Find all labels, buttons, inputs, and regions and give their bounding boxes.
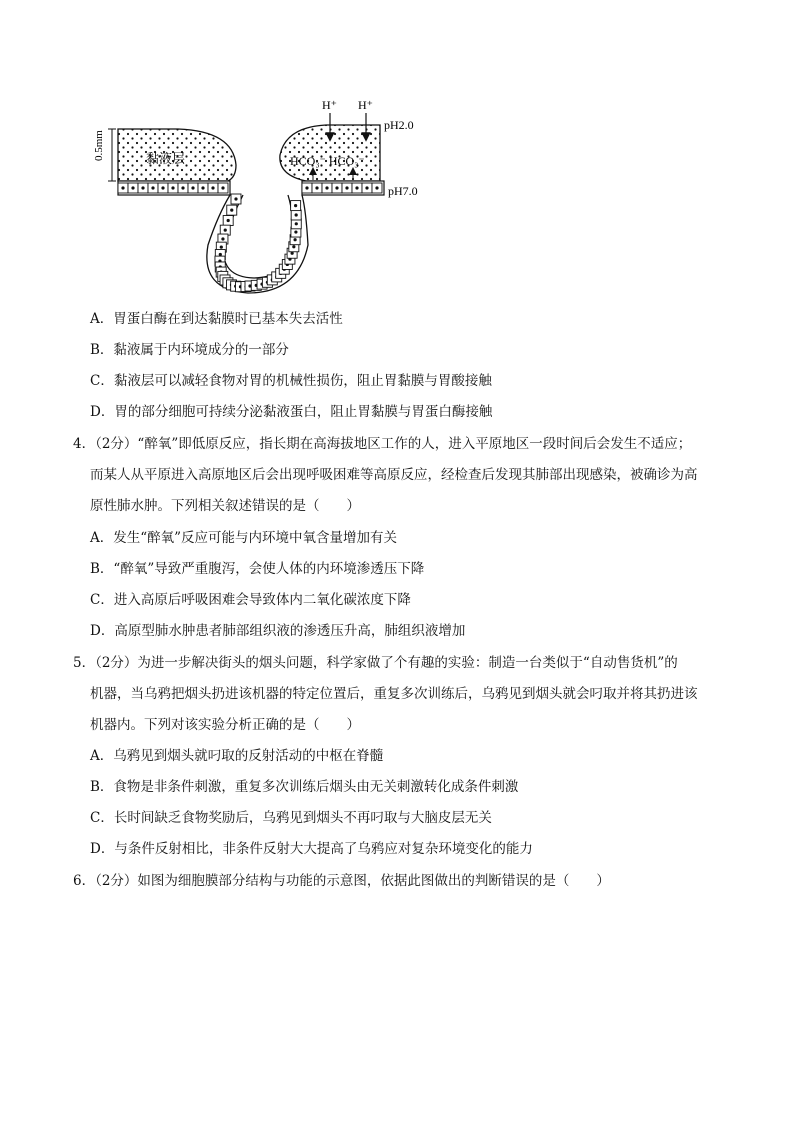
q5-option-a[interactable]: A．乌鸦见到烟头就叼取的反射活动的中枢在脊髓 xyxy=(90,748,384,764)
h-ion-label-2: H⁺ xyxy=(358,98,373,112)
q4-option-d[interactable]: D．高原型肺水肿患者肺部组织液的渗透压升高，肺组织液增加 xyxy=(90,623,466,639)
q5-stem-line-2: 机器，当乌鸦把烟头扔进该机器的特定位置后，重复多次训练后，乌鸦见到烟头就会叼取并将其扔进该 xyxy=(90,686,698,702)
q5-option-b[interactable]: B．食物是非条件刺激，重复多次训练后烟头由无关刺激转化成条件刺激 xyxy=(90,779,519,795)
q5-option-c[interactable]: C．长时间缺乏食物奖励后，乌鸦见到烟头不再叼取与大脑皮层无关 xyxy=(90,810,492,826)
cell-nucleus xyxy=(335,186,338,189)
ph-top-label: pH2.0 xyxy=(384,118,414,132)
cell-nucleus xyxy=(224,229,227,232)
cell-nucleus xyxy=(131,186,134,189)
q5-stem-line-1: 5．（2分）为进一步解决街头的烟头问题，科学家做了个有趣的实验：制造一台类似于“自动售货机”的 xyxy=(73,655,678,671)
q4-stem-line-1: 4．（2分）“醉氧”即低原反应，指长期在高海拔地区工作的人，进入平原地区一段时间后会发生不适应； xyxy=(73,436,692,452)
cell-nucleus xyxy=(345,186,348,189)
cell-nucleus xyxy=(294,238,297,241)
cell-nucleus xyxy=(151,186,154,189)
cell-nucleus xyxy=(201,186,204,189)
mucus-layer-label: 黏液层 xyxy=(146,152,186,167)
cell-nucleus xyxy=(375,186,378,189)
cell-nucleus xyxy=(292,245,295,248)
cell-nucleus xyxy=(365,186,368,189)
cell-nucleus xyxy=(315,186,318,189)
cell-nucleus xyxy=(191,186,194,189)
cell-nucleus xyxy=(141,186,144,189)
q4-option-c[interactable]: C．进入高原后呼吸困难会导致体内二氧化碳浓度下降 xyxy=(90,592,411,608)
q4-stem-line-3: 原性肺水肿。下列相关叙述错误的是（ ） xyxy=(90,498,360,514)
h-ion-label-1: H⁺ xyxy=(322,98,337,112)
q4-option-b[interactable]: B．“醉氧”导致严重腹泻，会使人体的内环境渗透压下降 xyxy=(90,561,425,577)
q5-stem-line-3: 机器内。下列对该实验分析正确的是（ ） xyxy=(90,717,360,733)
cell-nucleus xyxy=(161,186,164,189)
q5-option-d[interactable]: D．与条件反射相比，非条件反射大大提高了乌鸦应对复杂环境变化的能力 xyxy=(90,841,533,857)
cell-nucleus xyxy=(234,197,237,200)
cell-nucleus xyxy=(295,213,298,216)
cell-nucleus xyxy=(295,222,298,225)
q3-option-c[interactable]: C．黏液层可以减轻食物对胃的机械性损伤，阻止胃黏膜与胃酸接触 xyxy=(90,373,492,389)
cell-nucleus xyxy=(211,186,214,189)
cell-nucleus xyxy=(355,186,358,189)
cell-nucleus xyxy=(220,246,223,249)
q3-option-b[interactable]: B．黏液属于内环境成分的一部分 xyxy=(90,342,289,358)
cell-nucleus xyxy=(230,209,233,212)
cell-nucleus xyxy=(227,219,230,222)
q4-stem-line-2: 而某人从平原进入高原地区后会出现呼吸困难等高原反应，经检查后发现其肺部出现感染，被确诊为高 xyxy=(90,467,698,483)
bicarbonate-label: HCO₃⁻ HCO₃⁻ xyxy=(290,154,365,168)
thickness-label: 0.5mm xyxy=(93,130,105,161)
cell-nucleus xyxy=(121,186,124,189)
epithelial-cells xyxy=(118,183,382,292)
cell-nucleus xyxy=(305,186,308,189)
cell-nucleus xyxy=(221,186,224,189)
mucosa-diagram-svg xyxy=(93,95,448,305)
mucus-layer-diagram xyxy=(93,95,448,305)
q3-option-d[interactable]: D．胃的部分细胞可持续分泌黏液蛋白，阻止胃黏膜与胃蛋白酶接触 xyxy=(90,404,493,420)
q6-stem: 6．（2分）如图为细胞膜部分结构与功能的示意图，依据此图做出的判断错误的是（ ） xyxy=(73,873,610,889)
cell-nucleus xyxy=(221,237,224,240)
cell-nucleus xyxy=(325,186,328,189)
cell-nucleus xyxy=(219,253,222,256)
cell-nucleus xyxy=(294,204,297,207)
cell-nucleus xyxy=(181,186,184,189)
cell-nucleus xyxy=(294,230,297,233)
cell-nucleus xyxy=(171,186,174,189)
q4-option-a[interactable]: A．发生“醉氧”反应可能与内环境中氧含量增加有关 xyxy=(90,530,398,546)
ph-bottom-label: pH7.0 xyxy=(388,184,418,198)
q3-option-a[interactable]: A．胃蛋白酶在到达黏膜时已基本失去活性 xyxy=(90,311,343,327)
